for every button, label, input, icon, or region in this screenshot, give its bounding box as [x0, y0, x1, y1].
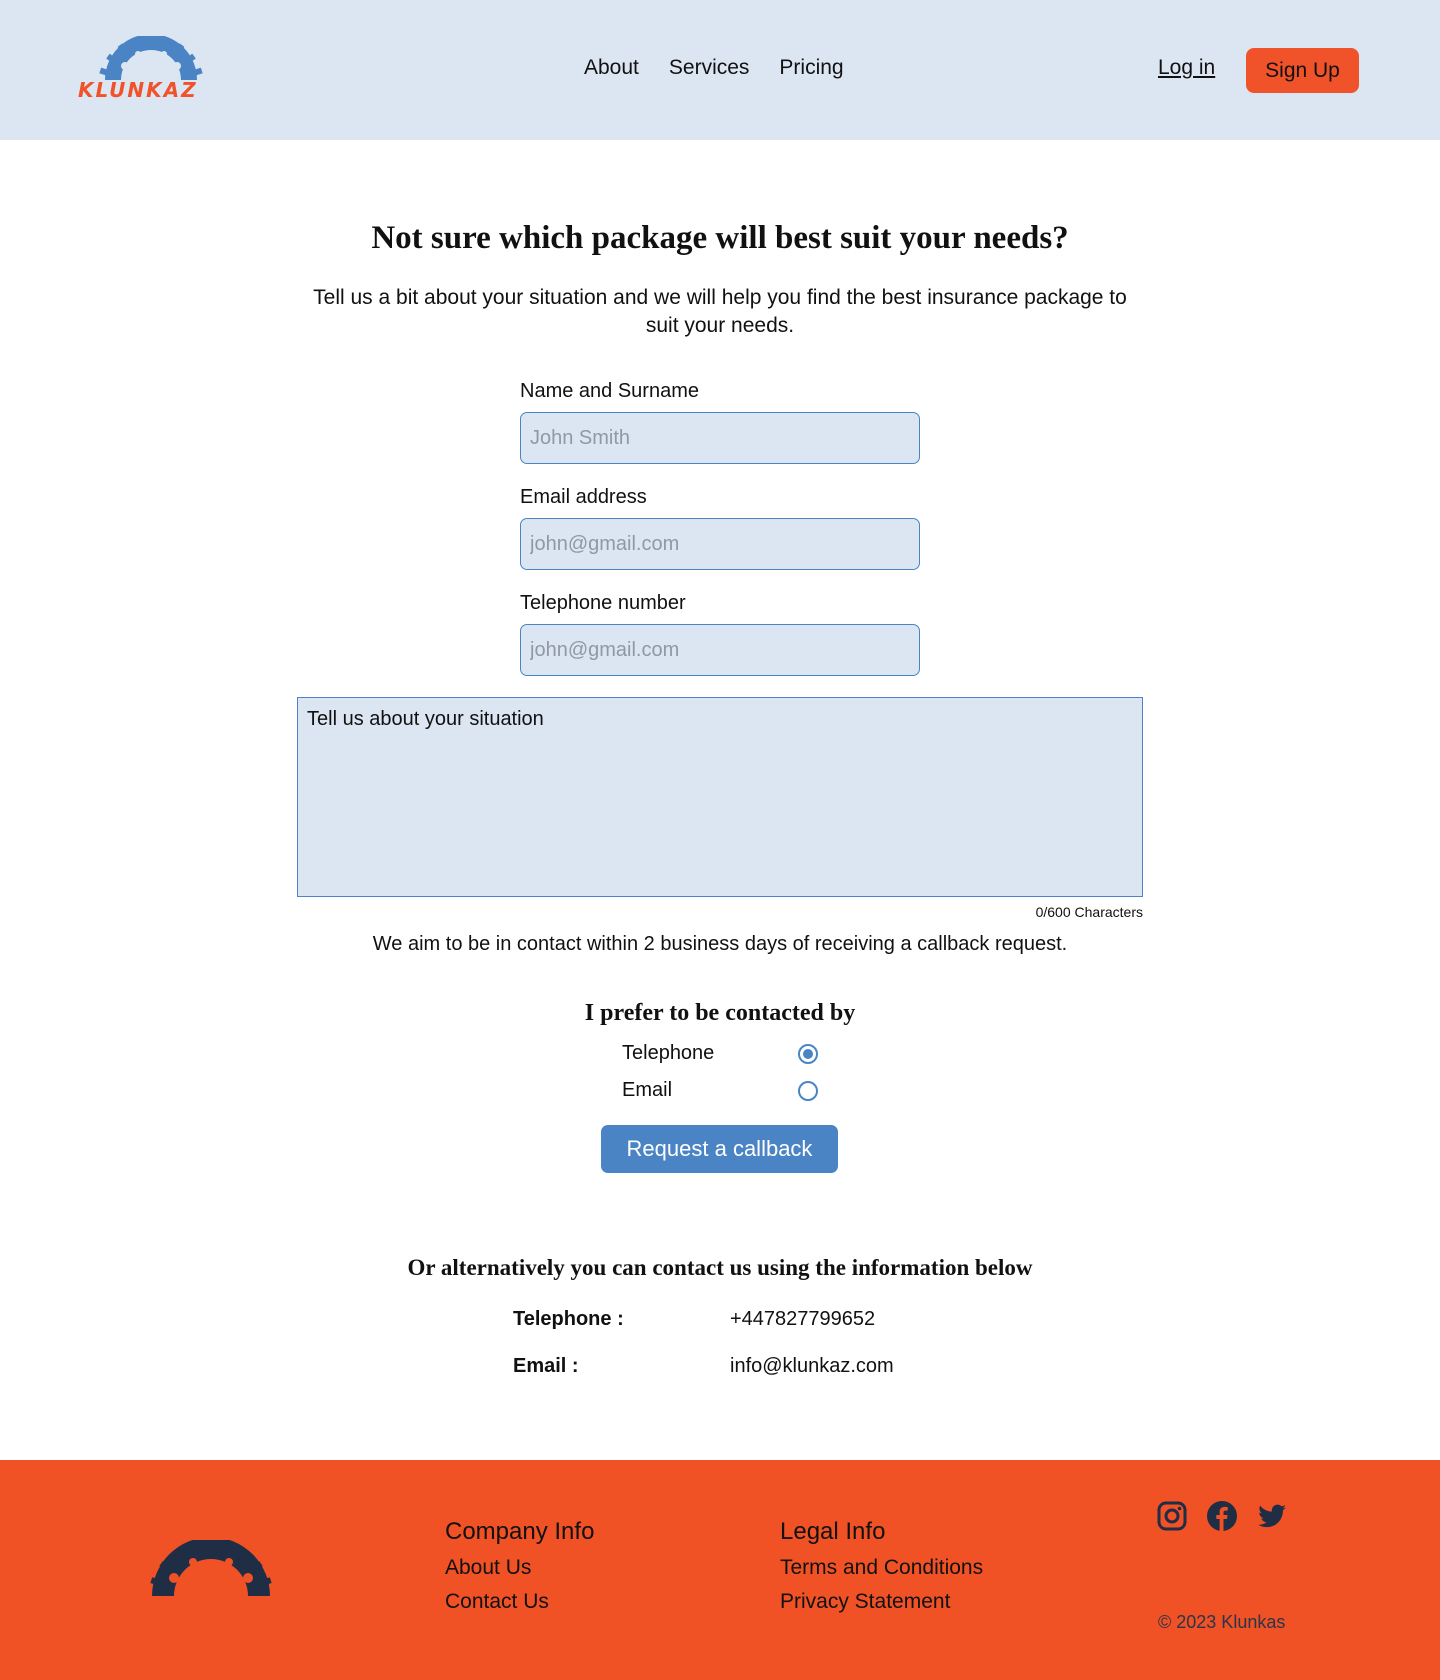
char-count: 0/600 Characters: [1035, 904, 1143, 920]
legal-info-column: [780, 1518, 983, 1624]
request-callback-button[interactable]: Request a callback: [601, 1125, 838, 1173]
option-telephone[interactable]: [622, 1040, 822, 1070]
facebook-icon[interactable]: [1206, 1500, 1238, 1532]
legal-info-title: Legal Info: [780, 1518, 886, 1545]
email-input[interactable]: [520, 518, 920, 570]
company-info-title: Company Info: [445, 1518, 595, 1545]
footer-link-privacy[interactable]: Privacy Statement: [780, 1590, 951, 1613]
email-radio[interactable]: [798, 1081, 818, 1101]
social-links: [1156, 1500, 1288, 1532]
footer-logo[interactable]: [148, 1540, 274, 1602]
header: [0, 0, 1440, 140]
nav-pricing[interactable]: Pricing: [779, 56, 844, 79]
main-nav: [584, 56, 844, 80]
contact-telephone-value[interactable]: +447827799652: [730, 1308, 876, 1330]
contact-email-value[interactable]: info@klunkaz.com: [730, 1355, 894, 1377]
option-email-label: Email: [622, 1079, 673, 1101]
alternative-contact-title: Or alternatively you can contact us using the information below: [407, 1255, 1033, 1280]
nav-about[interactable]: About: [584, 56, 639, 79]
telephone-label: Telephone number: [520, 592, 686, 614]
email-label: Email address: [520, 486, 647, 508]
gear-logo-icon: [78, 36, 224, 82]
name-input[interactable]: [520, 412, 920, 464]
klunkaz-logo[interactable]: [78, 36, 224, 102]
login-link[interactable]: Log in: [1158, 56, 1216, 79]
option-email[interactable]: [622, 1077, 822, 1107]
signup-button[interactable]: Sign Up: [1246, 48, 1359, 93]
situation-textarea[interactable]: [297, 697, 1143, 897]
option-telephone-label: Telephone: [622, 1042, 715, 1064]
page-title: Not sure which package will best suit your needs?: [371, 220, 1069, 256]
nav-services[interactable]: Services: [668, 56, 750, 79]
contact-email-label: Email :: [513, 1355, 579, 1377]
footer: [0, 1460, 1440, 1680]
contact-preference-title: I prefer to be contacted by: [584, 1000, 856, 1026]
footer-link-terms[interactable]: Terms and Conditions: [780, 1556, 984, 1579]
logo-text: KLUNKAZ: [78, 78, 198, 102]
twitter-icon[interactable]: [1256, 1500, 1288, 1532]
telephone-input[interactable]: [520, 624, 920, 676]
company-info-column: [445, 1518, 594, 1624]
footer-link-contact-us[interactable]: Contact Us: [445, 1590, 549, 1613]
instagram-icon[interactable]: [1156, 1500, 1188, 1532]
copyright: © 2023 Klunkas: [1158, 1612, 1286, 1632]
name-label: Name and Surname: [520, 380, 699, 402]
contact-telephone-label: Telephone :: [513, 1308, 624, 1330]
intro-text: Tell us a bit about your situation and we will help you find the best insurance package to suit your needs.: [313, 286, 1127, 337]
gear-logo-icon: [148, 1540, 274, 1602]
footer-link-about-us[interactable]: About Us: [445, 1556, 532, 1579]
telephone-radio[interactable]: [798, 1044, 818, 1064]
response-time-note: We aim to be in contact within 2 business days of receiving a callback request.: [372, 933, 1068, 955]
